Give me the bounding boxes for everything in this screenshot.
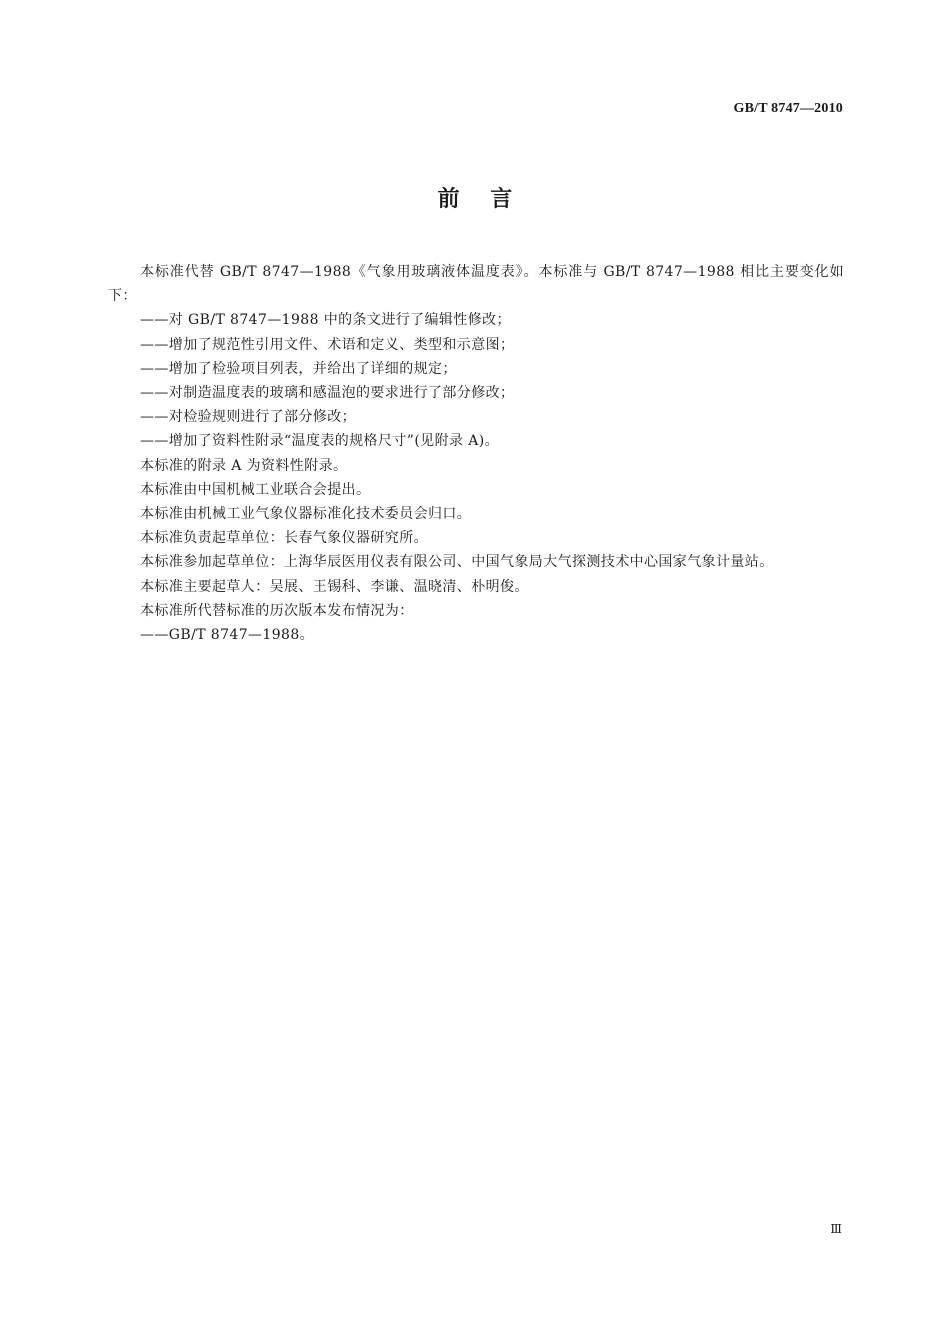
list-item-editorial-changes: ——对 GB/T 8747—1988 中的条文进行了编辑性修改； (140, 312, 511, 329)
paragraph-drafters: 本标准主要起草人：吴展、王锡科、李谦、温晓清、朴明俊。 (140, 578, 529, 595)
list-item-added-inspection-list: ——增加了检验项目列表，并给出了详细的规定； (140, 360, 457, 377)
standard-code-header: GB/T 8747—2010 (733, 101, 843, 116)
paragraph-drafting-unit: 本标准负责起草单位：长春气象仪器研究所。 (140, 530, 428, 547)
list-item-inspection-rules: ——对检验规则进行了部分修改； (140, 409, 356, 426)
paragraph-appendix-note: 本标准的附录 A 为资料性附录。 (140, 457, 348, 474)
paragraph-committee: 本标准由机械工业气象仪器标准化技术委员会归口。 (140, 506, 472, 523)
list-item-glass-requirements: ——对制造温度表的玻璃和感温泡的要求进行了部分修改； (140, 385, 515, 402)
page-title: 前 言 (437, 187, 513, 212)
paragraph-replacement-note: 本标准代替 GB/T 8747—1988《气象用玻璃液体温度表》。本标准与 GB/T 8747—1988 相比主要变化如下： (108, 264, 844, 305)
foreword-body (108, 260, 844, 647)
page-number: Ⅲ (830, 1222, 842, 1236)
list-item-added-appendix: ——增加了资料性附录“温度表的规格尺寸”(见附录 A)。 (140, 433, 499, 450)
paragraph-proposer: 本标准由中国机械工业联合会提出。 (140, 481, 371, 498)
paragraph-history-intro: 本标准所代替标准的历次版本发布情况为： (140, 602, 414, 619)
list-item-history-version: ——GB/T 8747—1988。 (140, 627, 315, 644)
list-item-added-definitions: ——增加了规范性引用文件、术语和定义、类型和示意图； (140, 336, 515, 353)
paragraph-participating-units: 本标准参加起草单位：上海华辰医用仪表有限公司、中国气象局大气探测技术中心国家气象计量站。 (140, 554, 774, 571)
